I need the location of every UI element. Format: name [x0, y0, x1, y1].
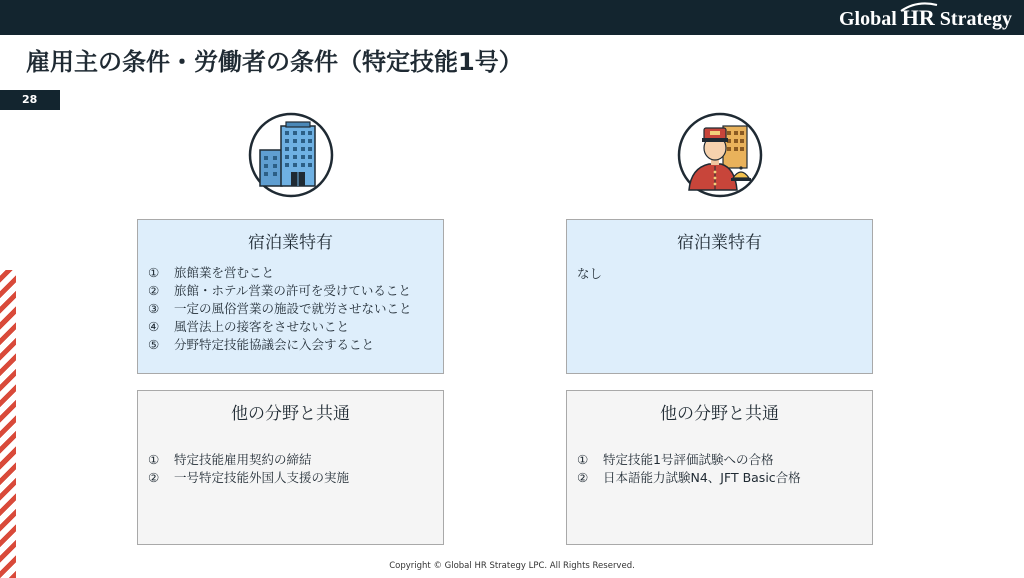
worker-specific-heading: 宿泊業特有 — [677, 233, 762, 253]
worker-common-list — [577, 451, 801, 487]
employer-common-heading: 他の分野と共通 — [231, 404, 350, 424]
employer-specific-box — [137, 219, 444, 374]
page-title: 雇用主の条件・労働者の条件（特定技能1号） — [26, 48, 523, 76]
header-bar — [0, 0, 1024, 35]
copyright-footer: Copyright © Global HR Strategy LPC. All Rights Reserved. — [389, 561, 635, 571]
employer-common-list — [148, 451, 349, 487]
list-item: ③ 一定の風俗営業の施設で就労させないこと — [148, 301, 412, 316]
list-item: ① 特定技能雇用契約の締結 — [148, 452, 312, 467]
list-item: ① 特定技能1号評価試験への合格 — [577, 452, 774, 467]
list-item: ② 旅館・ホテル営業の許可を受けていること — [148, 283, 411, 298]
worker-common-heading: 他の分野と共通 — [660, 404, 779, 424]
page-number: 28 — [0, 90, 60, 110]
list-item: ① 旅館業を営むこと — [148, 265, 275, 280]
employer-common-box — [137, 390, 444, 545]
hotel-bellhop-icon — [677, 112, 763, 198]
worker-specific-box — [566, 219, 873, 374]
list-item: ② 一号特定技能外国人支援の実施 — [148, 470, 350, 485]
list-item: ④ 風営法上の接客をさせないこと — [148, 319, 350, 334]
logo-swoosh-icon — [899, 2, 939, 12]
employer-specific-heading: 宿泊業特有 — [248, 233, 333, 253]
worker-common-box — [566, 390, 873, 545]
company-logo: Global HR Strategy — [839, 6, 1012, 30]
office-buildings-icon — [248, 112, 334, 198]
worker-specific-text: なし — [577, 266, 603, 281]
list-item: ② 日本語能力試験N4、JFT Basic合格 — [577, 470, 801, 485]
employer-specific-list — [148, 264, 412, 354]
decorative-stripes — [0, 270, 16, 578]
list-item: ⑤ 分野特定技能協議会に入会すること — [148, 337, 375, 352]
